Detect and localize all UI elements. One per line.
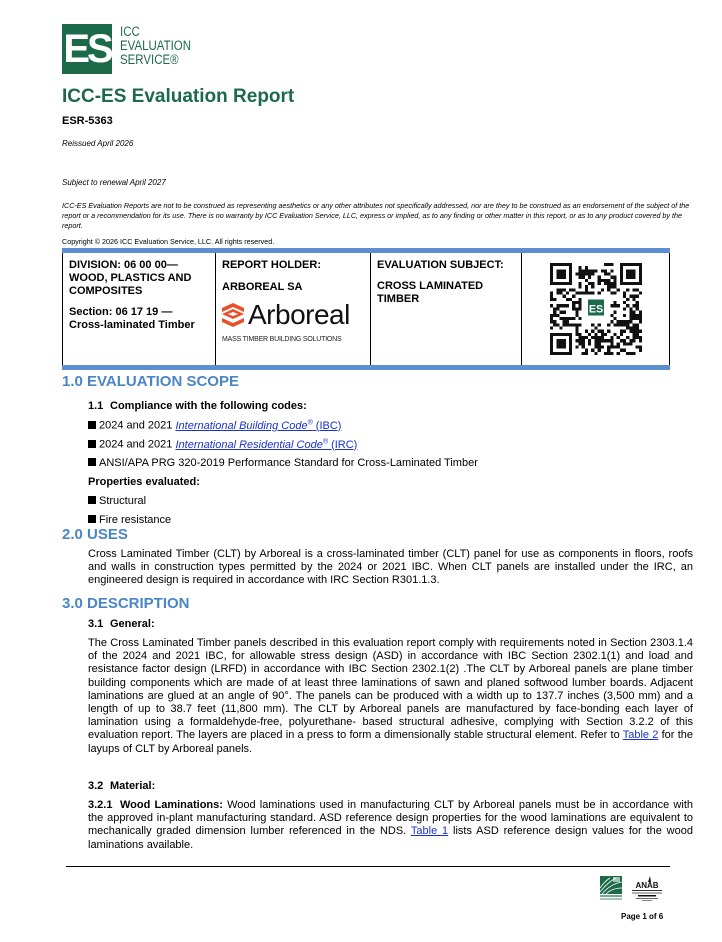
section-number: 2.0 [62,526,83,543]
code-item [88,419,341,432]
logo-text [120,25,191,67]
subsection-number: 3.1 [88,618,104,630]
section-title: DESCRIPTION [87,595,190,612]
general-text: The Cross Laminated Timber panels described in this evaluation report comply with requirements noted in Section 2303.1.4 of the 2024 and 2021 IBC, for allowable stress design (ASD) in accordance with IBC Section 2302.1(1) and load and resistance factor design (LRFD) in accordance with IBC Section 2302.1(2) .The CLT by Arboreal panels are plane timber building components which are made of at least three laminations of sawn and planed softwood lumber boards. Adjacent laminations are glued at an angle of 90°. The panels can be produced with a width up to 137.7 inches (3,500 mm) and a length of up to 38.7 feet (11,800 mm). The CLT by Arboreal panels are manufactured by face-bonding each layer of lamination using a formaldehyde-free, polyurethane- based structural adhesive, complying with Section 3.2.2 of this evaluation report. The layers are placed in a press to form a dimensionally stable structural element. Refer to [88,637,693,742]
section-title: USES [87,526,128,543]
evaluation-subject-label: EVALUATION SUBJECT: [377,259,504,271]
subsection-general [88,618,155,630]
subsection-number: 3.2.1 [88,799,113,811]
footer-divider [66,866,670,867]
properties-label: Properties evaluated: [88,476,200,488]
code-item [88,457,478,469]
subsection-title: Wood Laminations: [120,799,223,811]
wood-laminations-paragraph [88,799,693,852]
code-text: ANSI/APA PRG 320-2019 Performance Standard for Cross-Laminated Timber [99,457,478,469]
es-logo-mark: ES [62,24,112,74]
info-table [62,248,670,370]
bullet-icon [88,421,96,429]
code-item [88,438,357,451]
division-cell [62,253,215,365]
bullet-icon [88,458,96,466]
qr-cell [521,253,670,365]
subsection-number: 3.2 [88,780,104,792]
registered-mark: ® [307,419,313,426]
section-heading-uses [62,526,128,543]
disclaimer: ICC-ES Evaluation Reports are not to be construed as representing aesthetics or any other attributes not specifically addressed, nor are they to be construed as an endorsement of the subject of the report or a recommendation for its use. There is no warranty by ICC Evaluation Service, LLC, express or implied, as to any finding or other matter in this report, or as to any product covered by the report. [62,201,690,230]
report-holder-name: ARBOREAL SA [222,281,303,293]
code-prefix: 2024 and 2021 [99,419,176,432]
general-paragraph [88,637,693,756]
bullet-icon [88,496,96,504]
icc-es-logo [62,24,204,74]
qr-center-mark: ES [588,303,603,316]
section-number: 3.0 [62,595,83,612]
evaluation-subject: CROSS LAMINATED TIMBER [377,280,484,305]
wood-text-end: lists ASD reference design values for the wood laminations available. [88,825,693,851]
qr-finder [550,333,572,355]
subsection-compliance [88,400,307,412]
subsection-title: Material: [110,780,156,792]
arboreal-logo [222,300,364,330]
section-heading-description [62,595,190,612]
logo-line: ICC [120,24,140,39]
irc-link-text[interactable]: International Residential Code [175,438,323,451]
subsection-number: 1.1 [88,400,104,412]
table-1-link[interactable]: Table 1 [410,825,449,838]
reissued-date: Reissued April 2026 [62,139,134,148]
logo-line: SERVICE® [120,52,179,67]
uses-paragraph: Cross Laminated Timber (CLT) by Arboreal is a cross-laminated timber (CLT) panel for use as components in floors, roofs and walls in construction types permitted by the 2024 or 2021 IBC. When CLT panels are installed under the IRC, an engineered design is required in accordance with IRC Section R301.1.3. [88,548,693,587]
copyright: Copyright © 2026 ICC Evaluation Service, LLC. All rights reserved. [62,237,275,246]
report-number: ESR-5363 [62,115,113,127]
bullet-icon [88,440,96,448]
footer-logos [600,876,664,902]
subsection-material [88,780,155,792]
anab-logo-icon [630,876,664,902]
logo-line: EVALUATION [120,38,192,53]
general-text-end: for the layups of CLT by Arboreal panels. [88,729,693,755]
ibc-link[interactable] [175,420,341,432]
wood-text: Wood laminations used in manufacturing CLT by Arboreal panels must be in accordance with the approved in-plant manufacturing standard. ASD reference design properties for the wood laminations are equivalent to mechanically graded dimension lumber referenced in the NDS. [88,799,693,838]
renewal-date: Subject to renewal April 2027 [62,178,166,187]
section-title: EVALUATION SCOPE [87,373,239,390]
ibc-link-text[interactable]: International Building Code [175,419,308,432]
page-number: Page 1 of 6 [621,912,664,921]
report-holder-label: REPORT HOLDER: [222,259,321,271]
icc-globe-logo-icon [600,876,622,902]
irc-abbrev[interactable]: (IRC) [328,438,358,451]
qr-code-icon[interactable] [550,263,642,355]
subsection-title: Compliance with the following codes: [110,400,307,412]
bullet-icon [88,515,96,523]
division: DIVISION: 06 00 00— WOOD, PLASTICS AND COMPOSITES [69,259,192,297]
ibc-abbrev[interactable]: (IBC) [312,419,342,432]
property-item [88,514,171,526]
subsection-title: General: [110,618,155,630]
qr-finder [550,263,572,285]
property-item [88,495,146,507]
property-text: Structural [99,495,147,507]
arboreal-mark-icon [222,303,244,327]
code-prefix: 2024 and 2021 [99,438,176,451]
arboreal-tagline: MASS TIMBER BUILDING SOLUTIONS [222,336,342,343]
registered-mark: ® [322,438,329,445]
property-text: Fire resistance [99,514,172,526]
section-heading-evaluation-scope [62,373,239,390]
qr-finder [619,263,641,285]
report-holder-cell [215,253,370,365]
report-title: ICC-ES Evaluation Report [62,86,295,107]
table-2-link[interactable]: Table 2 [622,729,659,742]
irc-link[interactable] [175,439,357,451]
evaluation-subject-cell [370,253,521,365]
section-code: Section: 06 17 19 — Cross-laminated Timber [69,306,195,331]
section-number: 1.0 [62,373,83,390]
svg-text:ANAB: ANAB [635,881,659,890]
arboreal-wordmark: Arboreal [248,299,350,330]
